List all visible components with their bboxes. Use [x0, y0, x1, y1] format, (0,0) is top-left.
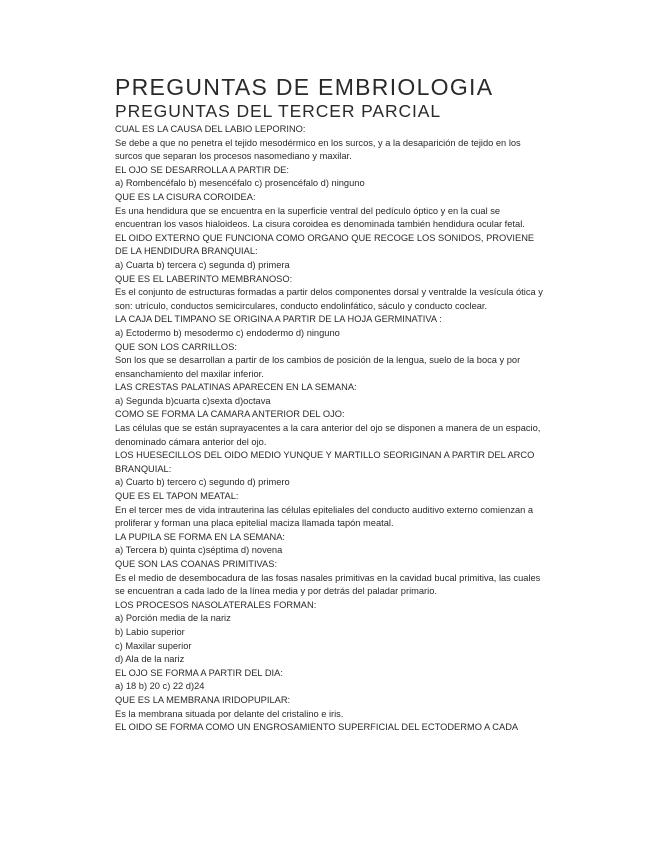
- document-subtitle: PREGUNTAS DEL TERCER PARCIAL: [115, 101, 442, 121]
- text-line: LOS HUESECILLOS DEL OIDO MEDIO YUNQUE Y MARTILLO SEORIGINAN A PARTIR DEL ARCO BRANQUIAL:: [115, 450, 535, 474]
- text-line: a) Porción media de la nariz: [115, 613, 231, 624]
- text-line: EL OJO SE DESARROLLA A PARTIR DE:: [115, 164, 289, 175]
- text-line: QUE ES EL LABERINTO MEMBRANOSO:: [115, 273, 293, 284]
- text-line: c) Maxilar superior: [115, 640, 192, 651]
- text-line: EL OIDO SE FORMA COMO UN ENGROSAMIENTO SUPERFICIAL DEL ECTODERMO A CADA: [115, 722, 519, 733]
- text-line: d) Ala de la nariz: [115, 654, 185, 665]
- text-line: COMO SE FORMA LA CAMARA ANTERIOR DEL OJO:: [115, 409, 345, 420]
- text-line: Es la membrana situada por delante del cristalino e iris.: [115, 708, 344, 719]
- text-line: LAS CRESTAS PALATINAS APARECEN EN LA SEMANA:: [115, 382, 357, 393]
- document-body: [115, 123, 545, 735]
- text-line: EL OIDO EXTERNO QUE FUNCIONA COMO ORGANO QUE RECOGE LOS SONIDOS, PROVIENE DE LA HENDIDURA BRANQUIAL:: [115, 232, 535, 257]
- document-title: PREGUNTAS DE EMBRIOLOGIA: [115, 74, 494, 100]
- text-line: QUE ES LA MEMBRANA IRIDOPUPILAR:: [115, 694, 291, 705]
- text-line: a) Segunda b)cuarta c)sexta d)octava: [115, 395, 271, 406]
- text-line: LA CAJA DEL TIMPANO SE ORIGINA A PARTIR DE LA HOJA GERMINATIVA :: [115, 314, 442, 325]
- text-line: Se debe a que no penetra el tejido mesodérmico en los surcos, y a la desaparición de tejido en los surcos que separan los procesos nasomediano y maxilar.: [115, 137, 521, 162]
- text-line: QUE SON LAS COANAS PRIMITIVAS:: [115, 559, 278, 569]
- text-line: a) Cuarto b) tercero c) segundo d) primero: [115, 477, 290, 488]
- text-line: QUE ES LA CISURA COROIDEA:: [115, 191, 256, 202]
- text-line: LA PUPILA SE FORMA EN LA SEMANA:: [115, 531, 285, 542]
- text-line: CUAL ES LA CAUSA DEL LABIO LEPORINO:: [115, 124, 306, 134]
- text-line: a) Tercera b) quinta c)séptima d) novena: [115, 545, 283, 556]
- text-line: a) Ectodermo b) mesodermo c) endodermo d) ninguno: [115, 327, 340, 338]
- text-line: b) Labio superior: [115, 626, 185, 637]
- text-line: Las células que se están suprayacentes a la cara anterior del ojo se disponen a manera de un espacio, denominado cámara anterior del ojo.: [115, 423, 541, 447]
- text-line: EL OJO SE FORMA A PARTIR DEL DIA:: [115, 667, 283, 678]
- text-line: Son los que se desarrollan a partir de los cambios de posición de la lengua, suelo de la boca y por ensanchamiento del maxilar inferior.: [115, 355, 521, 379]
- text-line: Es el medio de desembocadura de las fosas nasales primitivas en la cavidad bucal primitiva, las cuales se encuentran a cada lado de la línea media y por detrás del paladar primario.: [115, 572, 541, 597]
- text-line: Es una hendidura que se encuentra en la superficie ventral del pedículo óptico y en la cual se encuentran los vasos hialoideos. La cisura coroidea es denominada también hendidura ocular fetal.: [115, 205, 525, 230]
- text-line: Es el conjunto de estructuras formadas a partir delos componentes dorsal y ventralde la vesícula ótica y son: utrículo, conductos semicirculares, conducto endolinfático, sáculo y conducto coclear.: [115, 287, 543, 311]
- text-line: QUE SON LOS CARRILLOS:: [115, 341, 237, 352]
- text-line: a) Cuarta b) tercera c) segunda d) primera: [115, 259, 290, 270]
- text-line: a) 18 b) 20 c) 22 d)24: [115, 681, 205, 692]
- text-line: a) Rombencéfalo b) mesencéfalo c) prosencéfalo d) ninguno: [115, 178, 365, 189]
- text-line: LOS PROCESOS NASOLATERALES FORMAN:: [115, 599, 317, 610]
- text-line: En el tercer mes de vida intrauterina las células epiteliales del conducto auditivo externo comienzan a proliferar y forman una placa epitelial maciza llamada tapón meatal.: [115, 504, 534, 529]
- text-line: QUE ES EL TAPON MEATAL:: [115, 491, 239, 502]
